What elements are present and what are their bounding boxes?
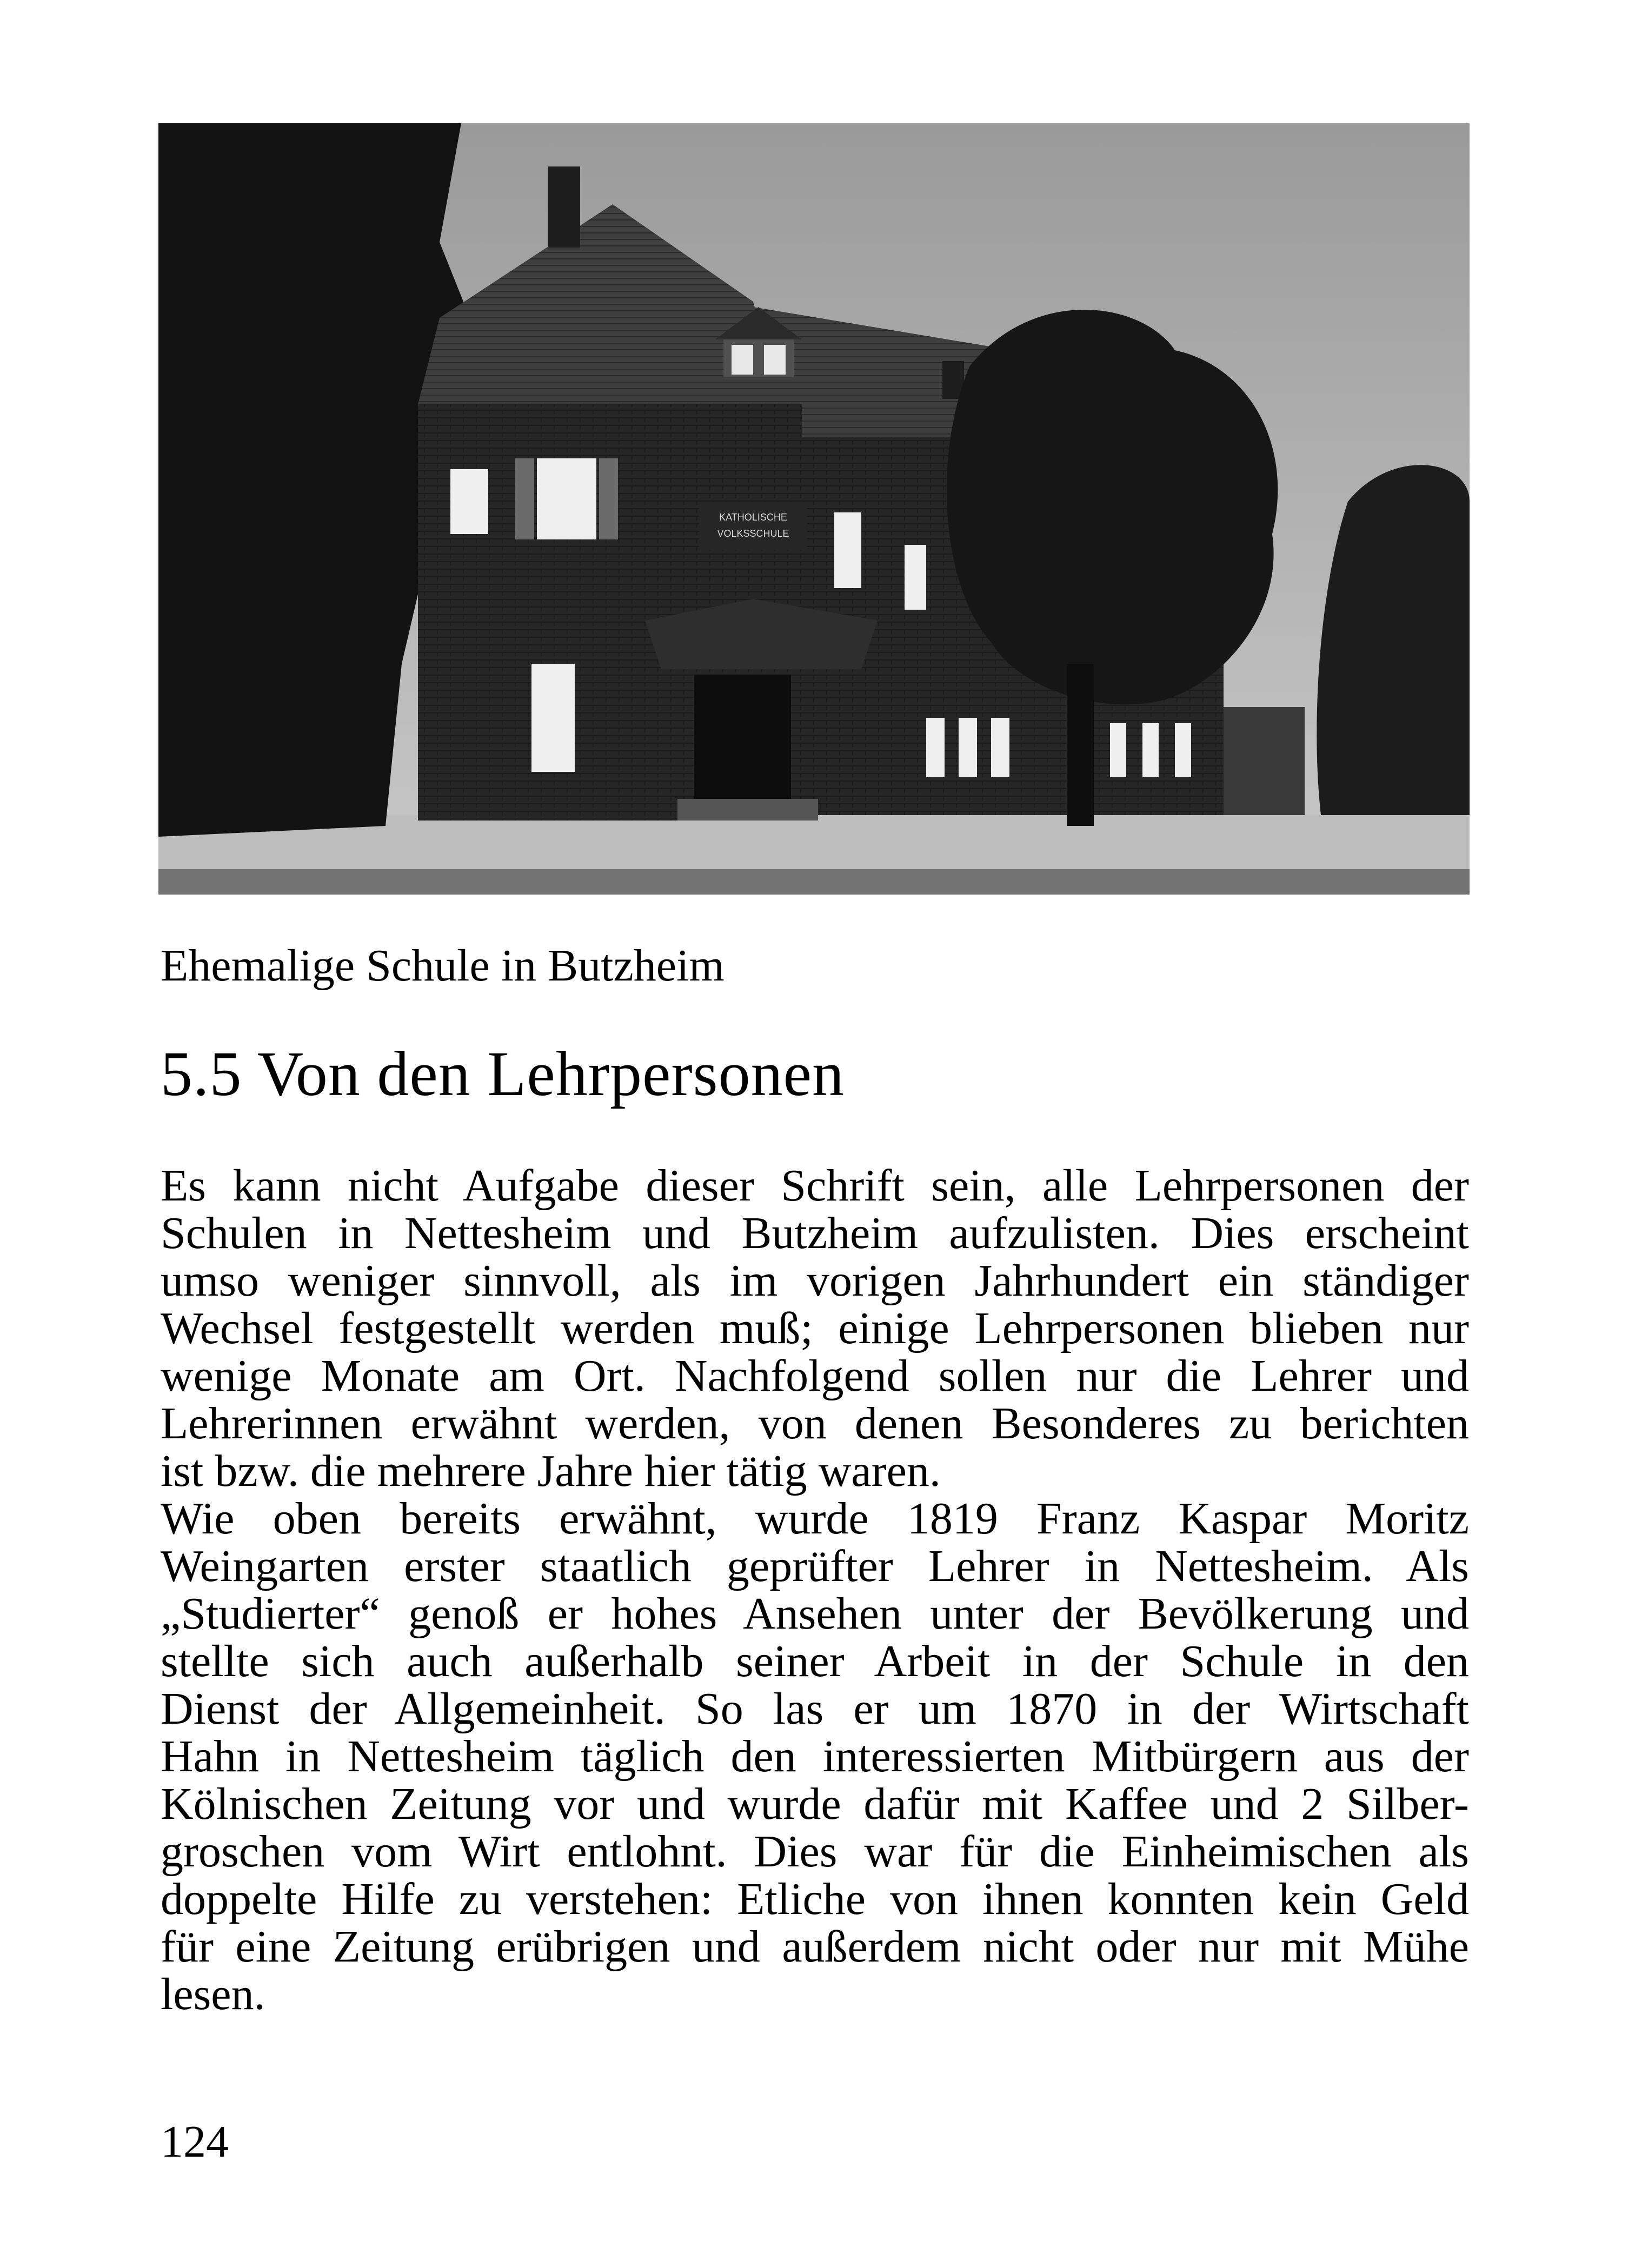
text-line: lesen. xyxy=(161,1969,265,2019)
text-line: Es kann nicht Aufgabe dieser Schrift sein, alle Lehrpersonen der xyxy=(161,1160,1469,1211)
text-line: „Studierter“ genoß er hohes Ansehen unter der Bevölkerung und xyxy=(161,1589,1469,1639)
text-line: Schulen in Nettesheim und Butzheim aufzulisten. Dies erscheint xyxy=(161,1208,1469,1258)
text-line: Hahn in Nettesheim täglich den interessierten Mitbürgern aus der xyxy=(161,1731,1469,1782)
text-line: Wechsel festgestellt werden muß; einige Lehrpersonen blieben nur xyxy=(161,1303,1469,1353)
text-line: wenige Monate am Ort. Nachfolgend sollen nur die Lehrer und xyxy=(161,1351,1469,1401)
signage-text: KATHOLISCHE xyxy=(719,512,787,523)
text-line: umso weniger sinnvoll, als im vorigen Jahrhundert ein ständiger xyxy=(161,1256,1469,1306)
text-line: für eine Zeitung erübrigen und außerdem nicht oder nur mit Mühe xyxy=(161,1922,1469,1972)
text-line: ist bzw. die mehrere Jahre hier tätig waren. xyxy=(161,1446,941,1496)
text-line: Lehrerinnen erwähnt werden, von denen Besonderes zu berichten xyxy=(161,1398,1469,1449)
school-photograph xyxy=(158,123,1470,895)
text-line: Kölnischen Zeitung vor und wurde dafür mit Kaffee und 2 Silber- xyxy=(161,1779,1469,1829)
body-paragraphs xyxy=(161,1162,1469,2018)
text-line: Weingarten erster staatlich geprüfter Lehrer in Nettesheim. Als xyxy=(161,1541,1469,1591)
text-line: groschen vom Wirt entlohnt. Dies war für die Einheimischen als xyxy=(161,1826,1469,1877)
text-line: stellte sich auch außerhalb seiner Arbeit in der Schule in den xyxy=(161,1636,1469,1686)
text-line: doppelte Hilfe zu verstehen: Etliche von ihnen konnten kein Geld xyxy=(161,1874,1469,1924)
figure-caption: Ehemalige Schule in Butzheim xyxy=(161,940,725,991)
text-line: Dienst der Allgemeinheit. So las er um 1870 in der Wirtschaft xyxy=(161,1684,1469,1734)
text-line: Wie oben bereits erwähnt, wurde 1819 Franz Kaspar Moritz xyxy=(161,1493,1469,1544)
svg-text:VOLKSSCHULE: VOLKSSCHULE xyxy=(717,528,789,539)
page-number: 124 xyxy=(161,2117,229,2167)
section-heading: 5.5 Von den Lehrpersonen xyxy=(161,1038,845,1109)
